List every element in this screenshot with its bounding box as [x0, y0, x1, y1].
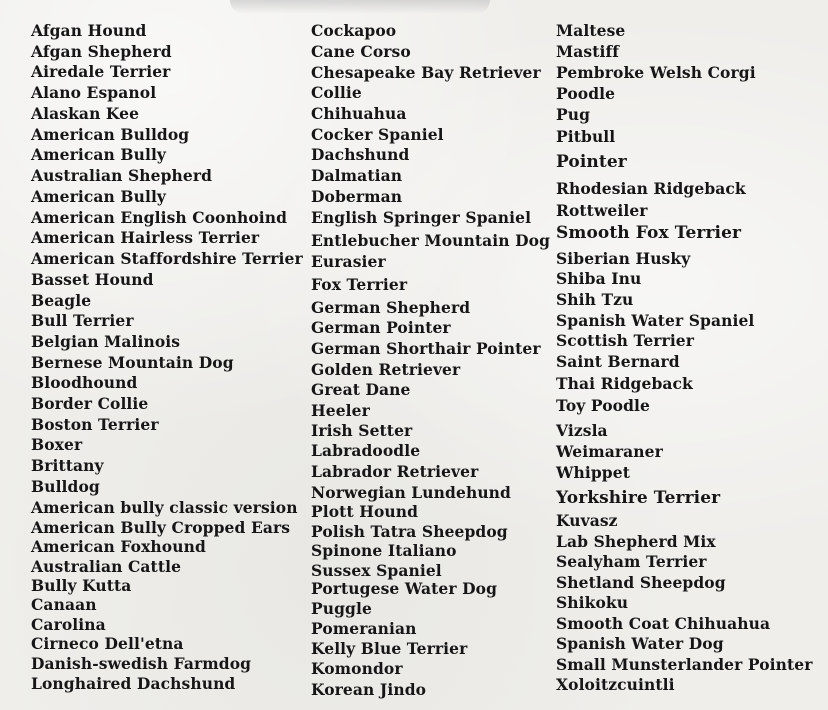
breed-name: Chihuahua — [311, 104, 407, 123]
breed-name: Australian Cattle — [31, 557, 182, 576]
breed-name: Scottish Terrier — [556, 331, 695, 350]
breed-name: Airedale Terrier — [31, 62, 171, 81]
breed-name: American Foxhound — [31, 537, 206, 556]
breed-name: American Staffordshire Terrier — [31, 249, 303, 268]
breed-name: Cane Corso — [311, 42, 411, 61]
breed-name: Thai Ridgeback — [556, 374, 693, 393]
breed-name: American Bully — [31, 145, 167, 164]
breed-name: Brittany — [31, 456, 104, 475]
breed-name: Chesapeake Bay Retriever — [311, 63, 541, 82]
breed-name: Irish Setter — [311, 421, 413, 440]
breed-name: Carolina — [31, 615, 106, 634]
breed-name: Fox Terrier — [311, 275, 408, 294]
breed-name: Vizsla — [556, 421, 608, 440]
breed-name: Sealyham Terrier — [556, 552, 707, 571]
breed-name: Cocker Spaniel — [311, 125, 444, 144]
breed-name: German Pointer — [311, 318, 451, 337]
breed-name: Smooth Fox Terrier — [556, 223, 742, 243]
breed-name: Bernese Mountain Dog — [31, 353, 234, 372]
breed-name: Collie — [311, 83, 362, 102]
breed-name: Plott Hound — [311, 502, 419, 521]
breed-name: Kelly Blue Terrier — [311, 639, 468, 658]
breed-name: American Hairless Terrier — [31, 228, 260, 247]
breed-name: Longhaired Dachshund — [31, 674, 236, 693]
breed-name: Puggle — [311, 599, 372, 618]
breed-name: Kuvasz — [556, 511, 618, 530]
breed-name: Pitbull — [556, 127, 616, 146]
breed-name: Bully Kutta — [31, 576, 132, 595]
breed-name: Maltese — [556, 21, 626, 40]
breed-name: Spanish Water Dog — [556, 634, 724, 653]
breed-name: American English Coonhoind — [31, 208, 288, 227]
top-smudge — [230, 0, 490, 14]
breed-name: Lab Shepherd Mix — [556, 532, 716, 551]
breed-name: Labrador Retriever — [311, 462, 479, 481]
breed-name: German Shorthair Pointer — [311, 339, 541, 358]
breed-name: Pointer — [556, 152, 627, 172]
breed-name: Dalmatian — [311, 166, 403, 185]
breed-name: Australian Shepherd — [31, 166, 213, 185]
breed-name: Danish-swedish Farmdog — [31, 654, 252, 673]
breed-name: Shetland Sheepdog — [556, 573, 726, 592]
breed-name: Norwegian Lundehund — [311, 483, 511, 502]
breed-name: Poodle — [556, 84, 616, 103]
breed-name: Whippet — [556, 463, 630, 482]
breed-name: Afgan Shepherd — [31, 42, 172, 61]
breed-name: Pug — [556, 105, 591, 124]
breed-name: Alano Espanol — [31, 83, 157, 102]
breed-name: Shikoku — [556, 593, 629, 612]
breed-name: American bully classic version — [31, 498, 298, 517]
breed-name: Afgan Hound — [31, 21, 147, 40]
breed-name: Shih Tzu — [556, 290, 634, 309]
breed-name: Eurasier — [311, 252, 386, 271]
breed-name: Bull Terrier — [31, 311, 134, 330]
breed-name: American Bully — [31, 187, 167, 206]
breed-name: Canaan — [31, 595, 97, 614]
breed-name: Small Munsterlander Pointer — [556, 655, 813, 674]
breed-name: Rhodesian Ridgeback — [556, 179, 746, 198]
breed-name: Weimaraner — [556, 442, 663, 461]
breed-name: Spinone Italiano — [311, 541, 457, 560]
breed-name: Spanish Water Spaniel — [556, 311, 755, 330]
breed-name: German Shepherd — [311, 298, 471, 317]
breed-name: Pembroke Welsh Corgi — [556, 63, 756, 82]
breed-name: Rottweiler — [556, 201, 648, 220]
breed-name: Cockapoo — [311, 21, 397, 40]
breed-name: Boston Terrier — [31, 415, 159, 434]
breed-name: Polish Tatra Sheepdog — [311, 522, 508, 541]
breed-name: Basset Hound — [31, 270, 154, 289]
breed-name: Cirneco Dell'etna — [31, 634, 184, 653]
breed-name: English Springer Spaniel — [311, 208, 532, 227]
breed-name: Alaskan Kee — [31, 104, 140, 123]
breed-name: Bulldog — [31, 477, 100, 496]
breed-name: Pomeranian — [311, 619, 417, 638]
breed-name: Border Collie — [31, 394, 149, 413]
breed-name: Great Dane — [311, 380, 411, 399]
breed-name: Xoloitzcuintli — [556, 675, 675, 694]
breed-name: Doberman — [311, 187, 403, 206]
breed-name: Entlebucher Mountain Dog — [311, 231, 551, 250]
breed-name: Dachshund — [311, 145, 410, 164]
breed-name: Smooth Coat Chihuahua — [556, 614, 771, 633]
breed-name: Beagle — [31, 291, 92, 310]
breed-name: Yorkshire Terrier — [556, 488, 721, 508]
breed-name: Sussex Spaniel — [311, 561, 442, 580]
breed-name: Siberian Husky — [556, 249, 691, 268]
breed-name: Golden Retriever — [311, 360, 461, 379]
breed-name: Boxer — [31, 435, 83, 454]
breed-name: Belgian Malinois — [31, 332, 181, 351]
breed-name: Shiba Inu — [556, 269, 642, 288]
breed-name: Bloodhound — [31, 373, 138, 392]
breed-name: Mastiff — [556, 42, 620, 61]
breed-name: Labradoodle — [311, 441, 421, 460]
breed-name: American Bully Cropped Ears — [31, 518, 291, 537]
breed-name: Heeler — [311, 401, 370, 420]
breed-name: Portugese Water Dog — [311, 579, 498, 598]
breed-name: Korean Jindo — [311, 680, 427, 699]
breed-name: American Bulldog — [31, 125, 190, 144]
breed-name: Toy Poodle — [556, 396, 650, 415]
breed-name: Saint Bernard — [556, 352, 680, 371]
breed-name: Komondor — [311, 659, 403, 678]
